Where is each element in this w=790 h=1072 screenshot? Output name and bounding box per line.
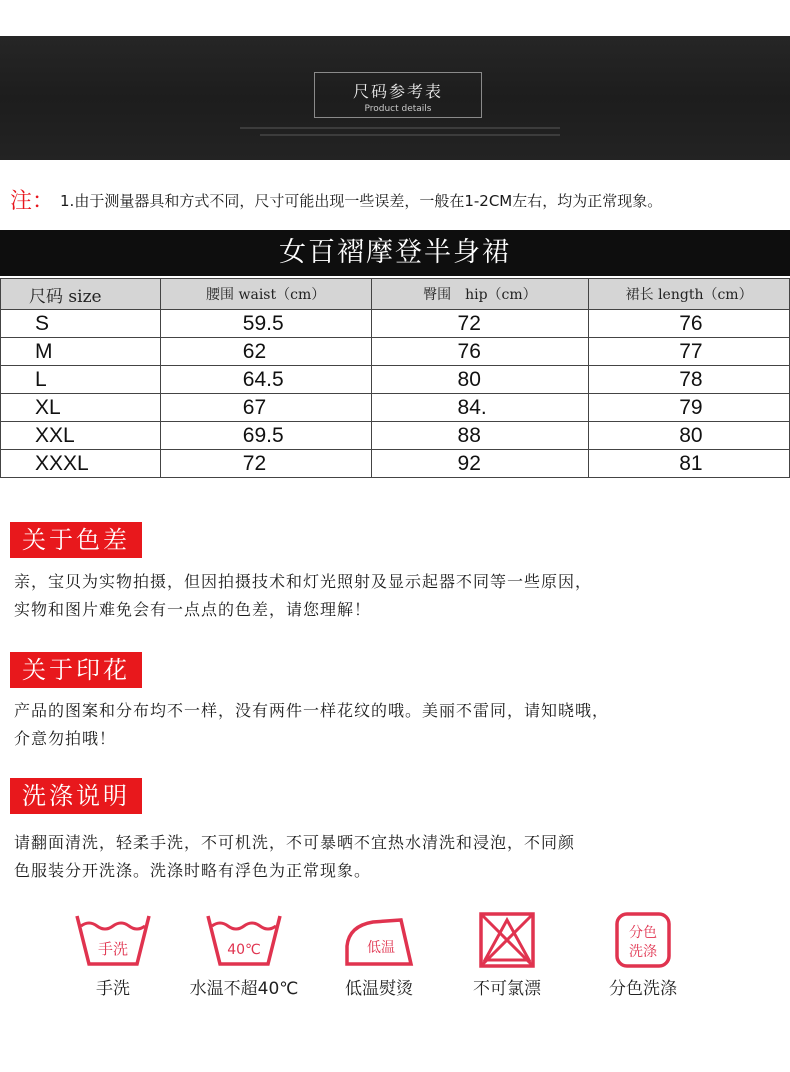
section-label-print: 关于印花	[10, 652, 142, 688]
care-label: 分色洗涤	[609, 979, 677, 999]
length-cell: 76	[589, 310, 790, 338]
iron-symbol: 低温	[367, 940, 395, 956]
size-cell: XXL	[1, 422, 161, 450]
size-cell: S	[1, 310, 161, 338]
section-text-color-difference	[14, 568, 592, 624]
table-row	[1, 366, 790, 394]
waist-cell: 64.5	[160, 366, 371, 394]
note-mark: 注：	[10, 189, 55, 214]
header-length: 裙长 length（cm）	[589, 279, 790, 310]
care-label: 不可氯漂	[473, 979, 541, 999]
header-hip: 臀围 hip（cm）	[371, 279, 589, 310]
table-row	[1, 338, 790, 366]
section-line: 色服装分开洗涤。洗涤时略有浮色为正常现象。	[14, 861, 372, 880]
hip-cell: 72	[371, 310, 589, 338]
size-cell: XL	[1, 394, 161, 422]
section-line: 实物和图片难免会有一点点的色差，请您理解！	[14, 600, 372, 619]
banner-fine-print	[240, 127, 560, 141]
hip-cell: 88	[371, 422, 589, 450]
care-wash-separately	[588, 912, 698, 999]
section-line: 请翻面清洗，轻柔手洗，不可机洗，不可暴晒不宜热水清洗和浸泡，不同颜	[14, 833, 576, 852]
care-label: 手洗	[96, 979, 130, 999]
waist-cell: 67	[160, 394, 371, 422]
care-label: 低温熨烫	[345, 979, 413, 999]
banner-title: 尺码参考表	[352, 82, 443, 101]
banner-subtitle: Product details	[364, 104, 432, 114]
hip-cell: 76	[371, 338, 589, 366]
section-line: 亲，宝贝为实物拍摄，但因拍摄技术和灯光照射及显示起器不同等一些原因，	[14, 572, 593, 591]
size-table-header-row	[1, 279, 790, 310]
header-waist: 腰围 waist（cm）	[160, 279, 371, 310]
banner-title-box	[314, 72, 482, 118]
section-line: 产品的图案和分布均不一样，没有两件一样花纹的哦。美丽不雷同，请知晓哦，	[14, 701, 610, 720]
wash-separately-icon	[603, 912, 683, 968]
no-bleach-icon	[467, 912, 547, 968]
header-banner	[0, 36, 790, 160]
hip-cell: 92	[371, 450, 589, 478]
section-text-print	[14, 697, 609, 753]
section-label-color-difference: 关于色差	[10, 522, 142, 558]
size-table-title: 女百褶摩登半身裙	[0, 230, 790, 276]
section-label-washing: 洗涤说明	[10, 778, 142, 814]
hand-wash-icon	[73, 912, 153, 968]
length-cell: 80	[589, 422, 790, 450]
section-line: 介意勿拍哦！	[14, 729, 117, 748]
separately-symbol-line1: 分色	[629, 925, 657, 941]
note-text: 1.由于测量器具和方式不同，尺寸可能出现一些误差，一般在1-2CM左右，均为正常现象。	[60, 192, 663, 210]
hip-cell: 84.	[371, 394, 589, 422]
care-hand-wash	[58, 912, 168, 999]
hip-cell: 80	[371, 366, 589, 394]
care-iron	[324, 912, 434, 999]
care-no-bleach	[452, 912, 562, 999]
hand-wash-symbol: 手洗	[97, 940, 129, 958]
length-cell: 81	[589, 450, 790, 478]
size-cell: M	[1, 338, 161, 366]
care-water-temp	[189, 912, 299, 999]
waist-cell: 72	[160, 450, 371, 478]
length-cell: 79	[589, 394, 790, 422]
separately-symbol-line2: 洗涤	[629, 944, 657, 960]
wash-40c-icon	[204, 912, 284, 968]
header-size: 尺码 size	[1, 279, 161, 310]
table-row	[1, 422, 790, 450]
size-cell: XXXL	[1, 450, 161, 478]
low-temp-iron-icon	[339, 912, 419, 968]
length-cell: 77	[589, 338, 790, 366]
waist-cell: 62	[160, 338, 371, 366]
waist-cell: 69.5	[160, 422, 371, 450]
table-row	[1, 450, 790, 478]
measurement-note	[10, 184, 662, 215]
waist-cell: 59.5	[160, 310, 371, 338]
wash-40c-symbol: 40℃	[227, 942, 261, 958]
size-cell: L	[1, 366, 161, 394]
length-cell: 78	[589, 366, 790, 394]
table-row	[1, 310, 790, 338]
table-row	[1, 394, 790, 422]
size-table	[0, 278, 790, 478]
section-text-washing	[14, 829, 575, 885]
care-label: 水温不超40℃	[189, 979, 299, 999]
